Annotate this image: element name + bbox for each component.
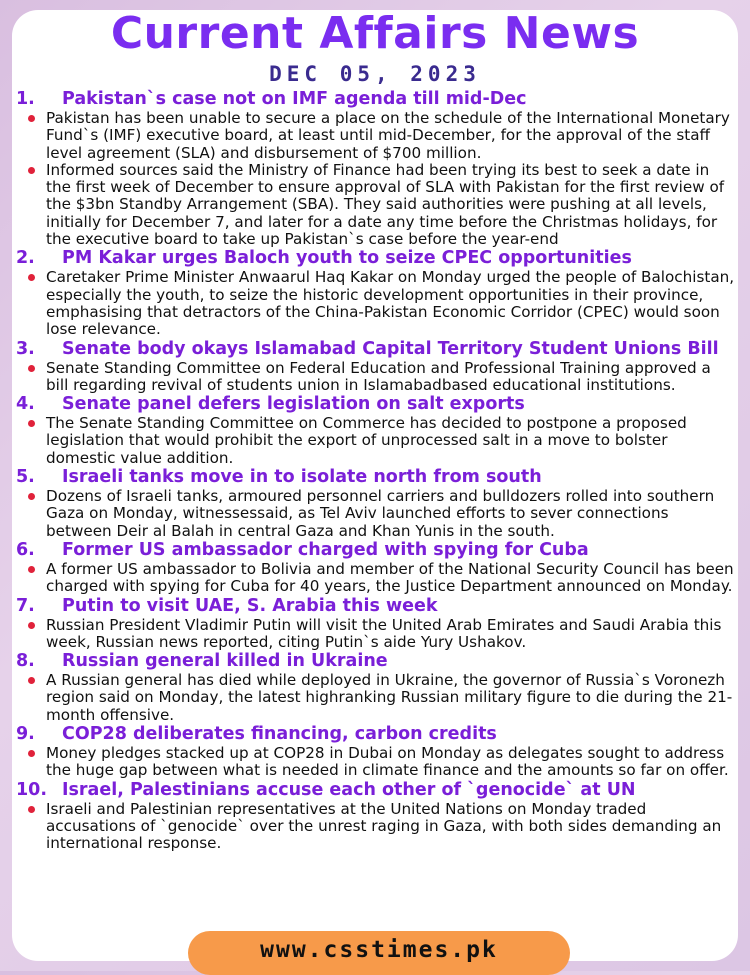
news-headline: [0, 651, 750, 672]
news-bullet-text: Pakistan has been unable to secure a place on the schedule of the International Monetary Fund`s (IMF) executive board, at least until mid-December, for the approval of the staff level agreement (SLA) and disbursement of $700 million.: [46, 109, 730, 162]
news-bullet-text: A Russian general has died while deployed in Ukraine, the governor of Russia`s Voronezh region said on Monday, the latest highranking Russian military figure to die during the 21-month offensive.: [46, 671, 733, 724]
news-headline-text: Russian general killed in Ukraine: [62, 651, 388, 672]
news-headline-text: PM Kakar urges Baloch youth to seize CPEC opportunities: [62, 248, 632, 269]
news-bullet-text: Money pledges stacked up at COP28 in Dubai on Monday as delegates sought to address the huge gap between what is needed in climate finance and the amounts so far on offer.: [46, 744, 729, 780]
news-headline: [0, 540, 750, 561]
news-bullet: [0, 360, 750, 395]
news-bullet-text: Senate Standing Committee on Federal Education and Professional Training approved a bill regarding revival of students union in Islamabadbased educational institutions.: [46, 358, 711, 394]
bullet-dot-icon: [28, 750, 35, 757]
bullet-dot-icon: [28, 420, 35, 427]
bullet-dot-icon: [28, 677, 35, 684]
news-number: 3.: [16, 338, 35, 359]
page-title: Current Affairs News: [110, 8, 640, 59]
news-headline: [0, 596, 750, 617]
page-date: DEC 05, 2023: [269, 62, 481, 86]
news-headline: [0, 467, 750, 488]
news-item: [0, 596, 750, 652]
news-bullets: [0, 488, 750, 540]
news-item: [0, 467, 750, 540]
news-item: [0, 540, 750, 596]
bullet-dot-icon: [28, 493, 35, 500]
news-item: [0, 651, 750, 724]
news-headline: [0, 780, 750, 801]
news-number: 8.: [16, 651, 35, 672]
news-item: [0, 394, 750, 467]
news-item: [0, 89, 750, 248]
news-bullet: [0, 162, 750, 248]
news-headline-text: Putin to visit UAE, S. Arabia this week: [62, 595, 438, 616]
bullet-dot-icon: [28, 566, 35, 573]
news-bullet-text: Russian President Vladimir Putin will visit the United Arab Emirates and Saudi Arabia this week, Russian news reported, citing Putin`s aide Yury Ushakov.: [46, 615, 722, 651]
news-headline: [0, 724, 750, 745]
news-bullets: [0, 561, 750, 596]
news-number: 4.: [16, 394, 35, 415]
news-bullet: [0, 617, 750, 652]
news-item: [0, 724, 750, 780]
news-bullet: [0, 488, 750, 540]
news-bullet-text: A former US ambassador to Bolivia and member of the National Security Council has been charged with spying for Cuba for 40 years, the Justice Department announced on Monday.: [46, 559, 734, 596]
news-bullet: [0, 110, 750, 162]
news-number: 5.: [16, 467, 35, 488]
bullet-dot-icon: [28, 167, 35, 174]
news-headline: [0, 339, 750, 360]
news-bullet: [0, 269, 750, 338]
news-bullet-text: The Senate Standing Committee on Commerce has decided to postpone a proposed legislation that would prohibit the export of unprocessed salt in a move to bolster domestic value addition.: [46, 414, 687, 467]
news-item: [0, 339, 750, 395]
news-headline-text: Senate body okays Islamabad Capital Territory Student Unions Bill: [62, 338, 719, 359]
news-bullets: [0, 415, 750, 467]
news-headline: [0, 248, 750, 269]
news-bullets: [0, 110, 750, 248]
news-bullet-text: Caretaker Prime Minister Anwaarul Haq Kakar on Monday urged the people of Balochistan, especially the youth, to seize the historic development opportunities in their province, emphasising that detractors of the China-Pakistan Economic Corridor (CPEC) would soon lose relevance.: [46, 268, 735, 339]
news-bullets: [0, 617, 750, 652]
news-bullet: [0, 745, 750, 780]
bullet-dot-icon: [28, 274, 35, 281]
news-bullet: [0, 415, 750, 467]
news-headline-text: Senate panel defers legislation on salt exports: [62, 394, 525, 415]
news-number: 7.: [16, 595, 35, 616]
news-bullets: [0, 269, 750, 338]
news-bullet: [0, 801, 750, 853]
bullet-dot-icon: [28, 806, 35, 813]
news-item: [0, 248, 750, 338]
bullet-dot-icon: [28, 365, 35, 372]
news-bullet-text: Dozens of Israeli tanks, armoured personnel carriers and bulldozers rolled into southern Gaza on Monday, witnessessaid, as Tel Aviv launched efforts to sever connections between Deir al Balah in central Gaza and Khan Yunis in the south.: [46, 487, 715, 540]
news-headline-text: Israeli tanks move in to isolate north from south: [62, 467, 542, 488]
news-bullet-text: Israeli and Palestinian representatives at the United Nations on Monday traded accusations of `genocide` over the unrest raging in Gaza, with both sides demanding an international response.: [46, 799, 722, 853]
news-number: 6.: [16, 539, 35, 560]
news-bullet-text: Informed sources said the Ministry of Finance had been trying its best to seek a date in the first week of December to ensure approval of SLA with Pakistan for the first review of the $3bn Standby Arrangement (SBA). They said authorities were pushing at all levels, initially for December 7, and later for a date any time before the Christmas holidays, for the executive board to take up Pakistan`s case before the year-end: [46, 160, 725, 249]
news-headline-text: Pakistan`s case not on IMF agenda till mid-Dec: [62, 89, 527, 109]
news-bullets: [0, 745, 750, 780]
website-link[interactable]: www.csstimes.pk: [188, 931, 570, 975]
news-number: 9.: [16, 724, 35, 745]
news-headline-text: Former US ambassador charged with spying for Cuba: [62, 539, 589, 560]
news-bullets: [0, 801, 750, 853]
news-headline-text: COP28 deliberates financing, carbon credits: [62, 724, 497, 745]
news-list: [0, 89, 750, 853]
news-number: 1.: [16, 89, 35, 109]
news-headline: [0, 89, 750, 110]
news-bullet: [0, 561, 750, 596]
news-number: 2.: [16, 248, 35, 269]
news-item: [0, 780, 750, 853]
bullet-dot-icon: [28, 115, 35, 122]
news-bullets: [0, 672, 750, 724]
news-headline: [0, 394, 750, 415]
news-bullets: [0, 360, 750, 395]
news-bullet: [0, 672, 750, 724]
news-headline-text: Israel, Palestinians accuse each other of `genocide` at UN: [62, 779, 636, 800]
news-number: 10.: [16, 779, 48, 800]
bullet-dot-icon: [28, 622, 35, 629]
